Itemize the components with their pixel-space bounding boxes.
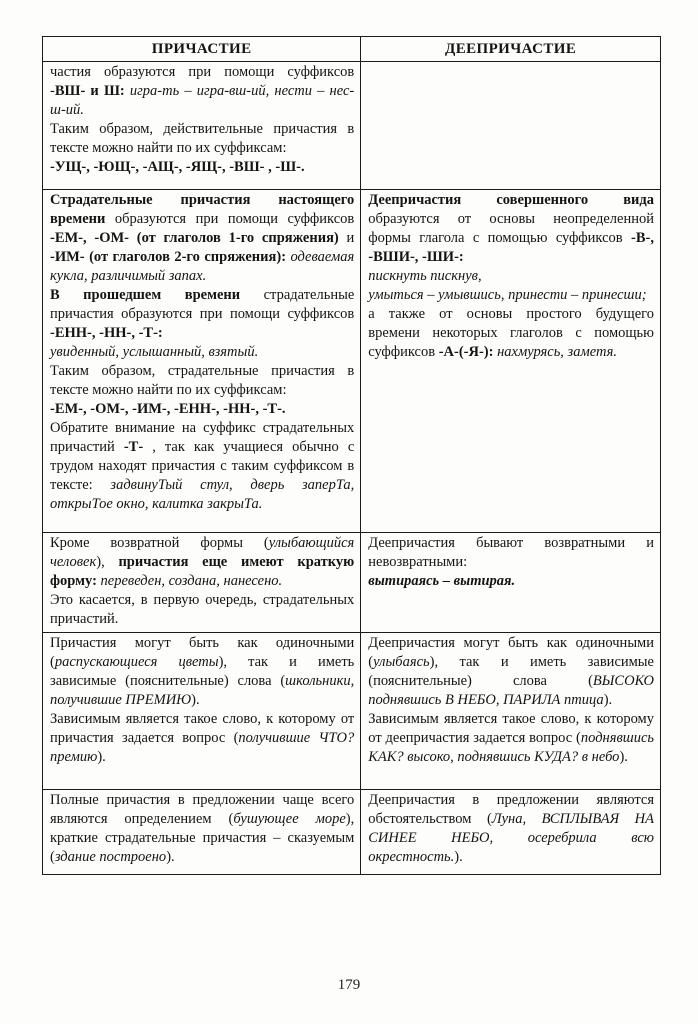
text-segment: Зависимым является такое слово, к которому от деепричастия задается вопрос (	[368, 710, 654, 746]
paragraph	[50, 591, 354, 629]
participle-cell	[43, 533, 361, 633]
text-segment: вытираясь – вытирая.	[368, 572, 516, 589]
text-segment: ).	[191, 691, 200, 708]
text-segment: а также от основы простого будущего времени некоторых глаголов с помощью суффиксов	[368, 305, 654, 360]
text-segment: -А-(-Я-):	[438, 343, 494, 360]
paragraph	[368, 534, 654, 572]
paragraph	[368, 267, 654, 286]
text-segment: -Т-	[123, 438, 144, 455]
text-segment: Таким образом, действительные причастия в тексте можно найти по их суффиксам:	[50, 120, 355, 156]
text-segment: -ЕМ-, -ОМ-, -ИМ-, -ЕНН-, -НН-, -Т-.	[50, 400, 286, 417]
paragraph	[50, 120, 354, 158]
text-segment: и	[338, 229, 355, 246]
text-segment: страдательные причастия образуются при помощи суффиксов	[50, 286, 355, 322]
text-segment: бушующее море	[233, 810, 346, 827]
text-segment: одеваемая кукла, различимый запах.	[50, 248, 355, 284]
paragraph	[50, 343, 354, 362]
text-segment: ), краткие страдательные причастия – сказуемым (	[50, 810, 355, 865]
text-segment: ВЫСОКО поднявшись В НЕБО, ПАРИЛА птица	[368, 672, 654, 708]
text-segment: Деепричастия в предложении являются обстоятельством (	[368, 792, 654, 827]
text-segment: ).	[619, 748, 628, 765]
text-segment: ).	[603, 691, 613, 708]
paragraph	[368, 791, 654, 867]
text-segment: -УЩ-, -ЮЩ-, -АЩ-, -ЯЩ-, -ВШ- , -Ш-.	[50, 158, 305, 175]
text-segment: Полные причастия в предложении чаще всего являются определением (	[50, 792, 355, 827]
paragraph	[368, 191, 654, 267]
paragraph	[50, 286, 354, 343]
paragraph	[368, 710, 654, 767]
participle-cell	[43, 633, 361, 790]
text-segment: образуются при помощи суффиксов	[105, 210, 355, 227]
paragraph	[368, 634, 654, 710]
text-segment: образуются от основы неопределенной формы глагола с помощью суффиксов	[368, 210, 654, 246]
text-segment: Это касается, в первую очередь, страдательных причастий.	[50, 591, 355, 627]
text-segment: Кроме возвратной формы (	[50, 535, 269, 551]
paragraph	[50, 710, 354, 767]
text-segment: Обратите внимание на суффикс страдательных причастий	[50, 419, 355, 455]
paragraph	[368, 572, 654, 591]
text-segment: умыться – умывшись, принести – принесши;	[368, 286, 647, 303]
text-segment: задвинуТый стул, дверь заперТа, открыТое окно, калитка закрыТа.	[50, 476, 355, 512]
text-segment: Таким образом, страдательные причастия в тексте можно найти по их суффиксам:	[50, 362, 355, 398]
text-segment: причастия еще имеют краткую форму:	[50, 553, 355, 589]
participle-cell	[43, 190, 361, 533]
paragraph	[368, 305, 654, 362]
adverbial-participle-cell	[361, 190, 661, 533]
paragraph	[368, 286, 654, 305]
table-row	[43, 190, 661, 533]
paragraph	[50, 191, 354, 286]
paragraph	[50, 534, 354, 591]
text-segment: В прошедшем времени	[50, 286, 241, 303]
table-row	[43, 533, 661, 633]
text-segment: Деепричастия бывают возвратными и невозвратными:	[368, 535, 654, 570]
text-segment: Деепричастия могут быть как одиночными (	[368, 635, 654, 670]
text-segment: Страдательные причастия настоящего времени	[50, 192, 355, 227]
text-segment: ВШ- и Ш:	[54, 82, 125, 99]
paragraph	[50, 400, 354, 419]
text-segment: здание построено	[54, 848, 167, 865]
header-participle: ПРИЧАСТИЕ	[43, 37, 361, 62]
text-segment: переведен, создана, нанесено.	[96, 572, 283, 589]
text-segment: распускающиеся цветы	[54, 653, 219, 670]
header-adverbial-participle: ДЕЕПРИЧАСТИЕ	[361, 37, 661, 62]
table-row	[43, 633, 661, 790]
text-segment: -В-, -ВШИ-, -ШИ-:	[368, 229, 654, 265]
paragraph	[50, 158, 354, 177]
text-segment: Причастия могут быть как одиночными (	[50, 635, 355, 670]
paragraph	[50, 634, 354, 710]
table-row	[43, 790, 661, 875]
paragraph	[50, 419, 354, 514]
text-segment: ).	[166, 848, 175, 865]
text-segment: -ЕМ-, -ОМ- (от глаголов 1-го спряжения)	[50, 229, 339, 246]
page-number: 179	[337, 977, 361, 993]
participle-cell	[43, 790, 361, 875]
adverbial-participle-cell	[361, 533, 661, 633]
text-segment: улыбаясь	[373, 653, 430, 670]
text-segment: частия образуются при помощи суффиксов -	[50, 64, 355, 99]
text-segment: поднявшись КАК? высоко, поднявшись КУДА? в небо	[368, 729, 654, 765]
paragraph	[50, 63, 354, 120]
text-segment: ), так и иметь зависимые (пояснительные) слова (	[368, 653, 654, 689]
text-segment: ).	[454, 848, 463, 865]
table-header-row	[43, 37, 661, 62]
paragraph	[50, 791, 354, 867]
text-segment: пискнуть пискнув,	[368, 267, 482, 284]
text-segment: ),	[96, 553, 119, 570]
paragraph	[50, 362, 354, 400]
adverbial-participle-cell	[361, 62, 661, 190]
text-segment: получившие ЧТО? премию	[50, 729, 355, 765]
text-segment: ), так и иметь зависимые (пояснительные) слова (	[50, 653, 355, 689]
text-segment: -ЕНН-, -НН-, -Т-:	[50, 324, 163, 341]
participle-comparison-table	[42, 36, 661, 875]
text-segment: улыбающийся человек	[50, 535, 355, 570]
text-segment: игра-ть – игра-вш-ий, нести – нес-ш-ий.	[50, 82, 355, 118]
text-segment: , так как учащиеся обычно с трудом находят причастия с таким суффиксом в тексте:	[50, 438, 355, 493]
participle-cell	[43, 62, 361, 190]
text-segment: -ИМ- (от глаголов 2-го спряжения):	[50, 248, 287, 265]
text-segment: ).	[97, 748, 106, 765]
text-segment: Зависимым является такое слово, к которому от причастия задается вопрос (	[50, 710, 355, 746]
table-row	[43, 62, 661, 190]
text-segment: Деепричастия совершенного вида	[368, 192, 654, 208]
text-segment: Луна, ВСПЛЫВАЯ НА СИНЕЕ НЕБО, осеребрила всю окрестность.	[368, 810, 654, 865]
text-segment: увиденный, услышанный, взятый.	[50, 343, 259, 360]
text-segment: школьники, получившие ПРЕМИЮ	[50, 672, 355, 708]
text-segment: нахмурясь, заметя.	[493, 343, 617, 360]
adverbial-participle-cell	[361, 633, 661, 790]
adverbial-participle-cell	[361, 790, 661, 875]
